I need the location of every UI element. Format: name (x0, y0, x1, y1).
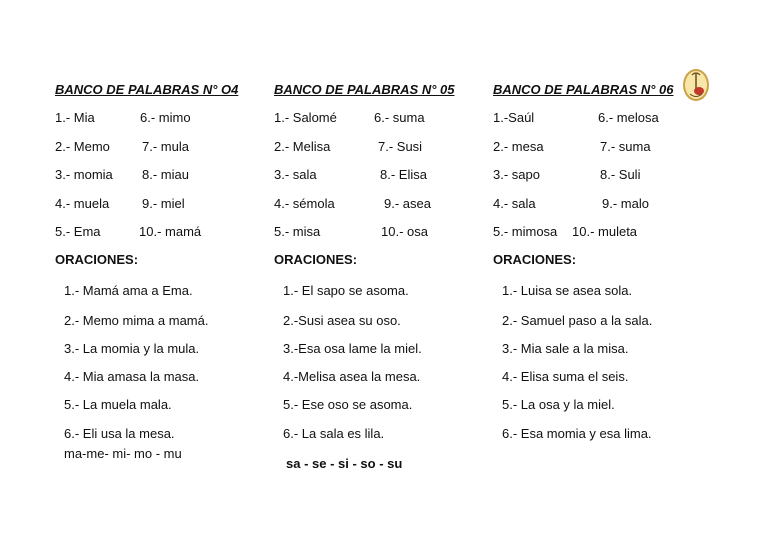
sentence-item: 5.- La muela mala. (64, 397, 172, 412)
sentences-heading: ORACIONES: (274, 252, 358, 267)
word-item: 2.- mesa (493, 139, 544, 154)
syllable-row: sa - se - si - so - su (286, 456, 403, 471)
sentence-item: 1.- Luisa se asea sola. (502, 283, 633, 298)
sentence-item: 5.- La osa y la miel. (502, 397, 615, 412)
sentence-item: 5.- Ese oso se asoma. (283, 397, 413, 412)
word-item: 10.- osa (381, 224, 428, 239)
word-item: 5.- misa (274, 224, 321, 239)
word-item: 8.- Suli (600, 167, 641, 182)
word-bank-06 (493, 0, 708, 543)
word-item: 4.- muela (55, 196, 110, 211)
word-item: 7.- Susi (378, 139, 423, 154)
word-item: 3.- sala (274, 167, 317, 182)
word-item: 4.- sala (493, 196, 536, 211)
word-item: 10.- mamá (139, 224, 202, 239)
word-item: 10.- muleta (572, 224, 638, 239)
section-title: BANCO DE PALABRAS N° 06 (493, 82, 674, 97)
word-item: 8.- Elisa (380, 167, 427, 182)
word-item: 1.-Saúl (493, 110, 535, 125)
sentence-item: 3.-Esa osa lame la miel. (283, 341, 422, 356)
word-item: 6.- mimo (140, 110, 191, 125)
word-item: 9.- asea (384, 196, 431, 211)
sentence-item: 4.- Mia amasa la masa. (64, 369, 200, 384)
school-emblem-icon (682, 68, 710, 102)
sentence-item: 4.-Melisa asea la mesa. (283, 369, 421, 384)
word-item: 6.- suma (374, 110, 425, 125)
sentence-item: 6.- Esa momia y esa lima. (502, 426, 652, 441)
word-item: 5.- mimosa (493, 224, 558, 239)
sentences-heading: ORACIONES: (55, 252, 139, 267)
word-item: 2.- Melisa (274, 139, 331, 154)
sentence-item: 4.- Elisa suma el seis. (502, 369, 629, 384)
sentence-item: 3.- Mia sale a la misa. (502, 341, 629, 356)
word-item: 4.- sémola (274, 196, 335, 211)
word-bank-04 (55, 0, 270, 543)
word-bank-05 (274, 0, 489, 543)
word-item: 1.- Salomé (274, 110, 337, 125)
section-title: BANCO DE PALABRAS N° 05 (274, 82, 455, 97)
sentence-item: 3.- La momia y la mula. (64, 341, 200, 356)
sentence-item: 6.- La sala es lila. (283, 426, 385, 441)
section-title: BANCO DE PALABRAS N° O4 (55, 82, 239, 97)
sentence-item: 2.- Samuel paso a la sala. (502, 313, 653, 328)
word-item: 7.- mula (142, 139, 189, 154)
sentences-heading: ORACIONES: (493, 252, 577, 267)
word-item: 5.- Ema (55, 224, 101, 239)
sentence-item: 1.- El sapo se asoma. (283, 283, 409, 298)
sentence-item: 2.-Susi asea su oso. (283, 313, 401, 328)
sentence-item: 2.- Memo mima a mamá. (64, 313, 209, 328)
word-item: 3.- sapo (493, 167, 540, 182)
word-item: 8.- miau (142, 167, 189, 182)
sentence-item: 6.- Eli usa la mesa. (64, 426, 175, 441)
sentence-item: 1.- Mamá ama a Ema. (64, 283, 193, 298)
word-item: 9.- malo (602, 196, 649, 211)
word-item: 2.- Memo (55, 139, 110, 154)
word-item: 6.- melosa (598, 110, 659, 125)
word-item: 1.- Mia (55, 110, 95, 125)
word-item: 3.- momia (55, 167, 113, 182)
word-item: 9.- miel (142, 196, 185, 211)
syllable-row: ma-me- mi- mo - mu (64, 446, 182, 461)
word-item: 7.- suma (600, 139, 651, 154)
